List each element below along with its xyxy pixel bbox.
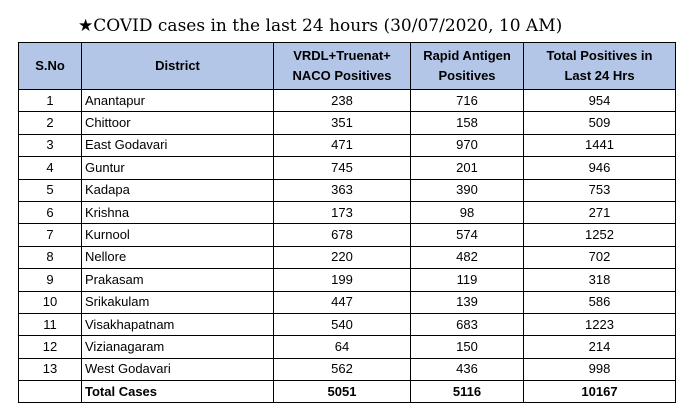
vrdl-cell: 173 (274, 201, 411, 223)
header-rapid-line1: Rapid Antigen (423, 48, 511, 63)
sno-cell: 12 (19, 336, 82, 358)
table-row (19, 134, 676, 156)
rapid-cell: 574 (411, 224, 524, 246)
vrdl-cell: 64 (274, 336, 411, 358)
rapid-cell: 683 (411, 313, 524, 335)
total-rapid-cell: 5116 (411, 381, 524, 403)
table-row (19, 336, 676, 358)
sno-cell: 1 (19, 90, 82, 112)
rapid-cell: 970 (411, 134, 524, 156)
district-cell: Srikakulam (82, 291, 274, 313)
table-row (19, 291, 676, 313)
header-sno: S.No (19, 43, 82, 90)
total-cell: 1441 (524, 134, 676, 156)
district-cell: Anantapur (82, 90, 274, 112)
header-total-line1: Total Positives in (546, 48, 653, 63)
table-header-row (19, 43, 676, 90)
district-cell: Visakhapatnam (82, 313, 274, 335)
vrdl-cell: 540 (274, 313, 411, 335)
total-cell: 1223 (524, 313, 676, 335)
rapid-cell: 119 (411, 269, 524, 291)
rapid-cell: 436 (411, 358, 524, 380)
rapid-cell: 390 (411, 179, 524, 201)
total-cell: 702 (524, 246, 676, 268)
table-row (19, 313, 676, 335)
vrdl-cell: 199 (274, 269, 411, 291)
rapid-cell: 482 (411, 246, 524, 268)
vrdl-cell: 363 (274, 179, 411, 201)
header-total-line2: Last 24 Hrs (564, 68, 635, 83)
rapid-cell: 150 (411, 336, 524, 358)
vrdl-cell: 220 (274, 246, 411, 268)
total-cell: 509 (524, 112, 676, 134)
district-cell: Guntur (82, 157, 274, 179)
sno-cell: 11 (19, 313, 82, 335)
table-row (19, 246, 676, 268)
total-vrdl-cell: 5051 (274, 381, 411, 403)
sno-cell: 3 (19, 134, 82, 156)
rapid-cell: 716 (411, 90, 524, 112)
vrdl-cell: 447 (274, 291, 411, 313)
total-row (19, 381, 676, 403)
table-row (19, 157, 676, 179)
district-cell: Vizianagaram (82, 336, 274, 358)
total-cell: 954 (524, 90, 676, 112)
sno-cell: 9 (19, 269, 82, 291)
table-row (19, 90, 676, 112)
sno-cell: 6 (19, 201, 82, 223)
table-body (19, 90, 676, 403)
header-vrdl (274, 43, 411, 90)
vrdl-cell: 351 (274, 112, 411, 134)
total-cell: 753 (524, 179, 676, 201)
header-vrdl-line1: VRDL+Truenat+ (293, 48, 391, 63)
total-cell: 271 (524, 201, 676, 223)
total-cell: 214 (524, 336, 676, 358)
district-cell: Nellore (82, 246, 274, 268)
header-rapid (411, 43, 524, 90)
vrdl-cell: 471 (274, 134, 411, 156)
total-cell: 1252 (524, 224, 676, 246)
district-cell: Kadapa (82, 179, 274, 201)
district-cell: East Godavari (82, 134, 274, 156)
total-label-cell: Total Cases (82, 381, 274, 403)
table-row (19, 201, 676, 223)
district-cell: Krishna (82, 201, 274, 223)
total-cell: 998 (524, 358, 676, 380)
table-row (19, 224, 676, 246)
sno-cell: 7 (19, 224, 82, 246)
vrdl-cell: 678 (274, 224, 411, 246)
table-row (19, 358, 676, 380)
table-row (19, 112, 676, 134)
header-total (524, 43, 676, 90)
table-row (19, 179, 676, 201)
table-row (19, 269, 676, 291)
sno-cell: 13 (19, 358, 82, 380)
sno-cell: 5 (19, 179, 82, 201)
header-rapid-line2: Positives (438, 68, 496, 83)
total-cell: 946 (524, 157, 676, 179)
page-title: ★COVID cases in the last 24 hours (30/07/2020, 10 AM) (78, 16, 563, 36)
total-sno-cell (19, 381, 82, 403)
sno-cell: 2 (19, 112, 82, 134)
vrdl-cell: 562 (274, 358, 411, 380)
rapid-cell: 158 (411, 112, 524, 134)
total-cell: 318 (524, 269, 676, 291)
vrdl-cell: 238 (274, 90, 411, 112)
covid-cases-table (18, 42, 676, 403)
header-district: District (82, 43, 274, 90)
district-cell: Chittoor (82, 112, 274, 134)
rapid-cell: 98 (411, 201, 524, 223)
district-cell: Prakasam (82, 269, 274, 291)
sno-cell: 8 (19, 246, 82, 268)
vrdl-cell: 745 (274, 157, 411, 179)
district-cell: West Godavari (82, 358, 274, 380)
header-vrdl-line2: NACO Positives (292, 68, 392, 83)
rapid-cell: 139 (411, 291, 524, 313)
rapid-cell: 201 (411, 157, 524, 179)
district-cell: Kurnool (82, 224, 274, 246)
sno-cell: 10 (19, 291, 82, 313)
sno-cell: 4 (19, 157, 82, 179)
total-total-cell: 10167 (524, 381, 676, 403)
total-cell: 586 (524, 291, 676, 313)
